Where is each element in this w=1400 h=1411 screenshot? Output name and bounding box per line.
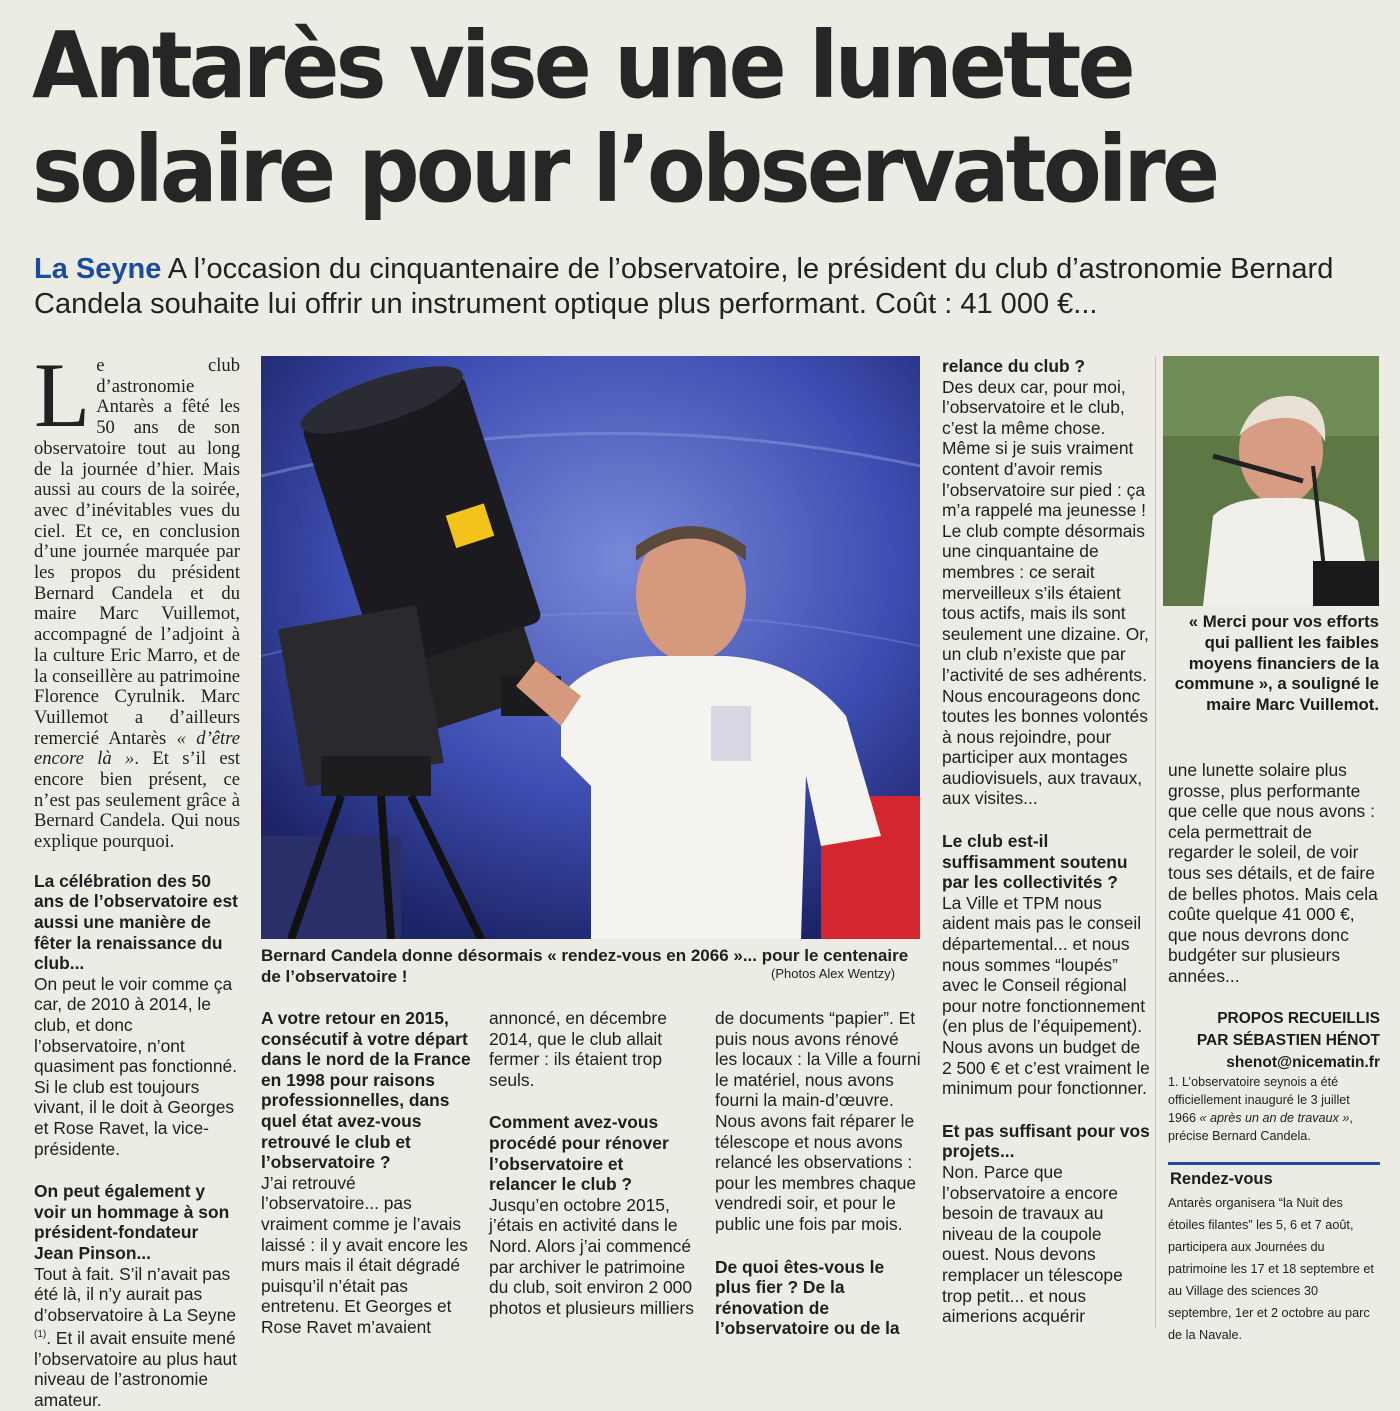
footnote-ref: (1) <box>34 1329 47 1341</box>
headline <box>32 14 1278 222</box>
answer-7: Non. Parce que l’observatoire a encore besoin de travaux au niveau de la coupole ouest. Nous devons remplacer un télescope trop petit... et nous aimerions acquérir <box>942 1161 1123 1327</box>
column-1 <box>34 344 241 1411</box>
article-deck <box>34 252 1379 322</box>
main-photo-caption: Bernard Candela donne désormais « rendez-vous en 2066 »... pour le centenaire de l’observatoire ! <box>261 946 909 986</box>
column-divider <box>1155 356 1156 1328</box>
rendezvous-rule <box>1168 1162 1380 1165</box>
column-6 <box>1168 760 1380 987</box>
answer-4-continued: de documents “papier”. Et puis nous avons rénové les locaux : la Ville a fourni le matériel, nous avons fourni la main-d’œuvre. Nous avons fait réparer le télescope et nous avons relancé les observations : pour les membres chaque vendredi soir, et pour le public une fois par mois. <box>715 1008 921 1234</box>
question-3: A votre retour en 2015, consécutif à votre départ dans le nord de la France en 1998 pour raisons professionnelles, dans quel état avez-vous retrouvé le club et l’observatoire ? <box>261 1008 471 1173</box>
answer-3: J’ai retrouvé l’observatoire... pas vraiment comme je l’avais laissé : il y avait encore les murs mais il était dégradé puisqu’il n’était pas entretenu. Et Georges et Rose Ravet m’avaient <box>261 1172 468 1337</box>
answer-5a: Des deux car, pour moi, l’observatoire et le club, c’est la même chose. Même si je suis vraiment content d’avoir remis l’observatoire sur pied : ça m’a rappelé ma jeunesse ! <box>942 376 1146 521</box>
deck-location: La Seyne <box>34 253 162 285</box>
question-4: Comment avez-vous procédé pour rénover l’observatoire et relancer le club ? <box>489 1112 669 1195</box>
question-1: La célébration des 50 ans de l’observatoire est aussi une manière de fêter la renaissance du club... <box>34 870 238 974</box>
column-3 <box>489 1008 695 1318</box>
footnote-text-a: 1. L’observatoire seynois a été officiellement inauguré le 3 juillet 1966 <box>1168 1075 1350 1125</box>
answer-5b: Le club compte désormais une cinquantaine de membres : ce serait merveilleux s’ils étaient tous actifs, mais ils sont seulement une dizaine. Or, un club n’existe que par l’activité de ses adhérents. Nous encourageons donc toutes les bonnes volontés à nous rejoindre, pour participer aux montages audiovisuels, aux travaux, aux visites... <box>942 520 1149 809</box>
author-email: shenot@nicematin.fr <box>1226 1054 1380 1071</box>
answer-4: Jusqu’en octobre 2015, j’étais en activité dans le Nord. Alors j’ai commencé par archiver le patrimoine du club, soit environ 2 000 photos et plusieurs milliers <box>489 1194 694 1318</box>
intro-text-a: e club d’astronomie Antarès a fêté les 50 ans de son observatoire tout au long de la journée d’hier. Mais aussi au cours de la soirée, avec d’inévitables vues du ciel. Et ce, en conclusion d’une journée marquée par les propos du président Bernard Candela et du maire Marc Vuillemot, accompagné de l’adjoint à la culture Eric Marro, et de la conseillère au patrimoine Florence Cyrulnik. Marc Vuillemot a d’ailleurs remercié Antarès <box>34 355 240 749</box>
question-5-continued: relance du club ? <box>942 356 1086 376</box>
side-photo-caption: « Merci pour vos efforts qui pallient les faibles moyens financiers de la commune », a souligné le maire Marc Vuillemot. <box>1174 612 1379 715</box>
intro-quote: « d’être encore là » <box>34 727 241 770</box>
photo-credit: (Photos Alex Wentzy) <box>771 966 896 981</box>
column-5 <box>942 356 1152 1327</box>
headline-line-1: Antarès vise une lunette <box>32 12 1132 119</box>
answer-2-text-a: Tout à fait. S’il n’avait pas été là, il n’y aurait pas d’observatoire à La Seyne <box>34 1263 237 1325</box>
answer-2-text-b: . Et il avait ensuite mené l’observatoire au plus haut niveau de l’astronomie amateur. <box>34 1328 238 1410</box>
drop-cap: L <box>34 344 91 446</box>
question-5: De quoi êtes-vous le plus fier ? De la rénovation de l’observatoire ou de la <box>715 1256 900 1339</box>
intro-paragraph <box>34 344 241 853</box>
footnote <box>1168 1073 1380 1145</box>
answer-6: La Ville et TPM nous aident mais pas le conseil départemental... et nous nous sommes “loupés” avec le Conseil régional pour notre fonctionnement (en plus de l’équipement). Nous avons un budget de 2 500 € et c’est vraiment le minimum pour fonctionner. <box>942 892 1150 1099</box>
byline-line-2: PAR SÉBASTIEN HÉNOT <box>1196 1032 1380 1049</box>
answer-1: On peut le voir comme ça car, de 2010 à 2014, le club, et donc l’observatoire, n’ont quasiment pas fonctionné. Si le club est toujours vivant, il le doit à Georges et Rose Ravet, la vice-présidente. <box>34 973 238 1159</box>
answer-2 <box>34 1264 240 1411</box>
byline <box>1160 1008 1380 1074</box>
intro-text-b: . Et s’il est encore bien présent, ce n’est pas seulement grâce à Bernard Candela. Qui nous explique pourquoi. <box>34 748 240 853</box>
footnote-quote: « après un an de travaux » <box>1199 1111 1350 1125</box>
question-7: Et pas suffisant pour vos projets... <box>942 1120 1150 1162</box>
column-2 <box>261 1008 473 1338</box>
rendezvous-title: Rendez-vous <box>1170 1170 1273 1188</box>
main-photo-telescope <box>261 356 920 939</box>
question-2: On peut également y voir un hommage à son président-fondateur Jean Pinson... <box>34 1181 230 1263</box>
answer-7-continued: une lunette solaire plus grosse, plus performante que celle que nous avons : cela permettrait de regarder le soleil, de voir tous ses détails, et de faire de belles photos. Mais cela coûte quelque 41 000 €, que nous devrons donc budgéter sur plusieurs années... <box>1168 760 1378 986</box>
answer-3-continued: annoncé, en décembre 2014, que le club allait fermer : ils étaient trop seuls. <box>489 1008 667 1090</box>
byline-line-1: PROPOS RECUEILLIS <box>1217 1010 1380 1027</box>
column-4 <box>715 1008 921 1339</box>
deck-text: A l’occasion du cinquantenaire de l’observatoire, le président du club d’astronomie Bernard Candela souhaite lui offrir un instrument optique plus performant. Coût : 41 000 €... <box>34 253 1334 320</box>
footnote-text-b: , précise Bernard Candela. <box>1168 1111 1353 1143</box>
side-photo-mayor <box>1163 356 1379 606</box>
headline-line-2: solaire pour l’observatoire <box>32 116 1217 223</box>
telescope-photo-illustration <box>261 356 920 939</box>
mayor-photo-illustration <box>1163 356 1379 606</box>
question-6: Le club est-il suffisamment soutenu par les collectivités ? <box>942 831 1128 893</box>
rendezvous-text: Antarès organisera “la Nuit des étoiles filantes” les 5, 6 et 7 août, participera aux Journées du patrimoine les 17 et 18 septembre et au Village des sciences 30 septembre, 1er et 2 octobre au parc de la Navale. <box>1168 1196 1374 1342</box>
